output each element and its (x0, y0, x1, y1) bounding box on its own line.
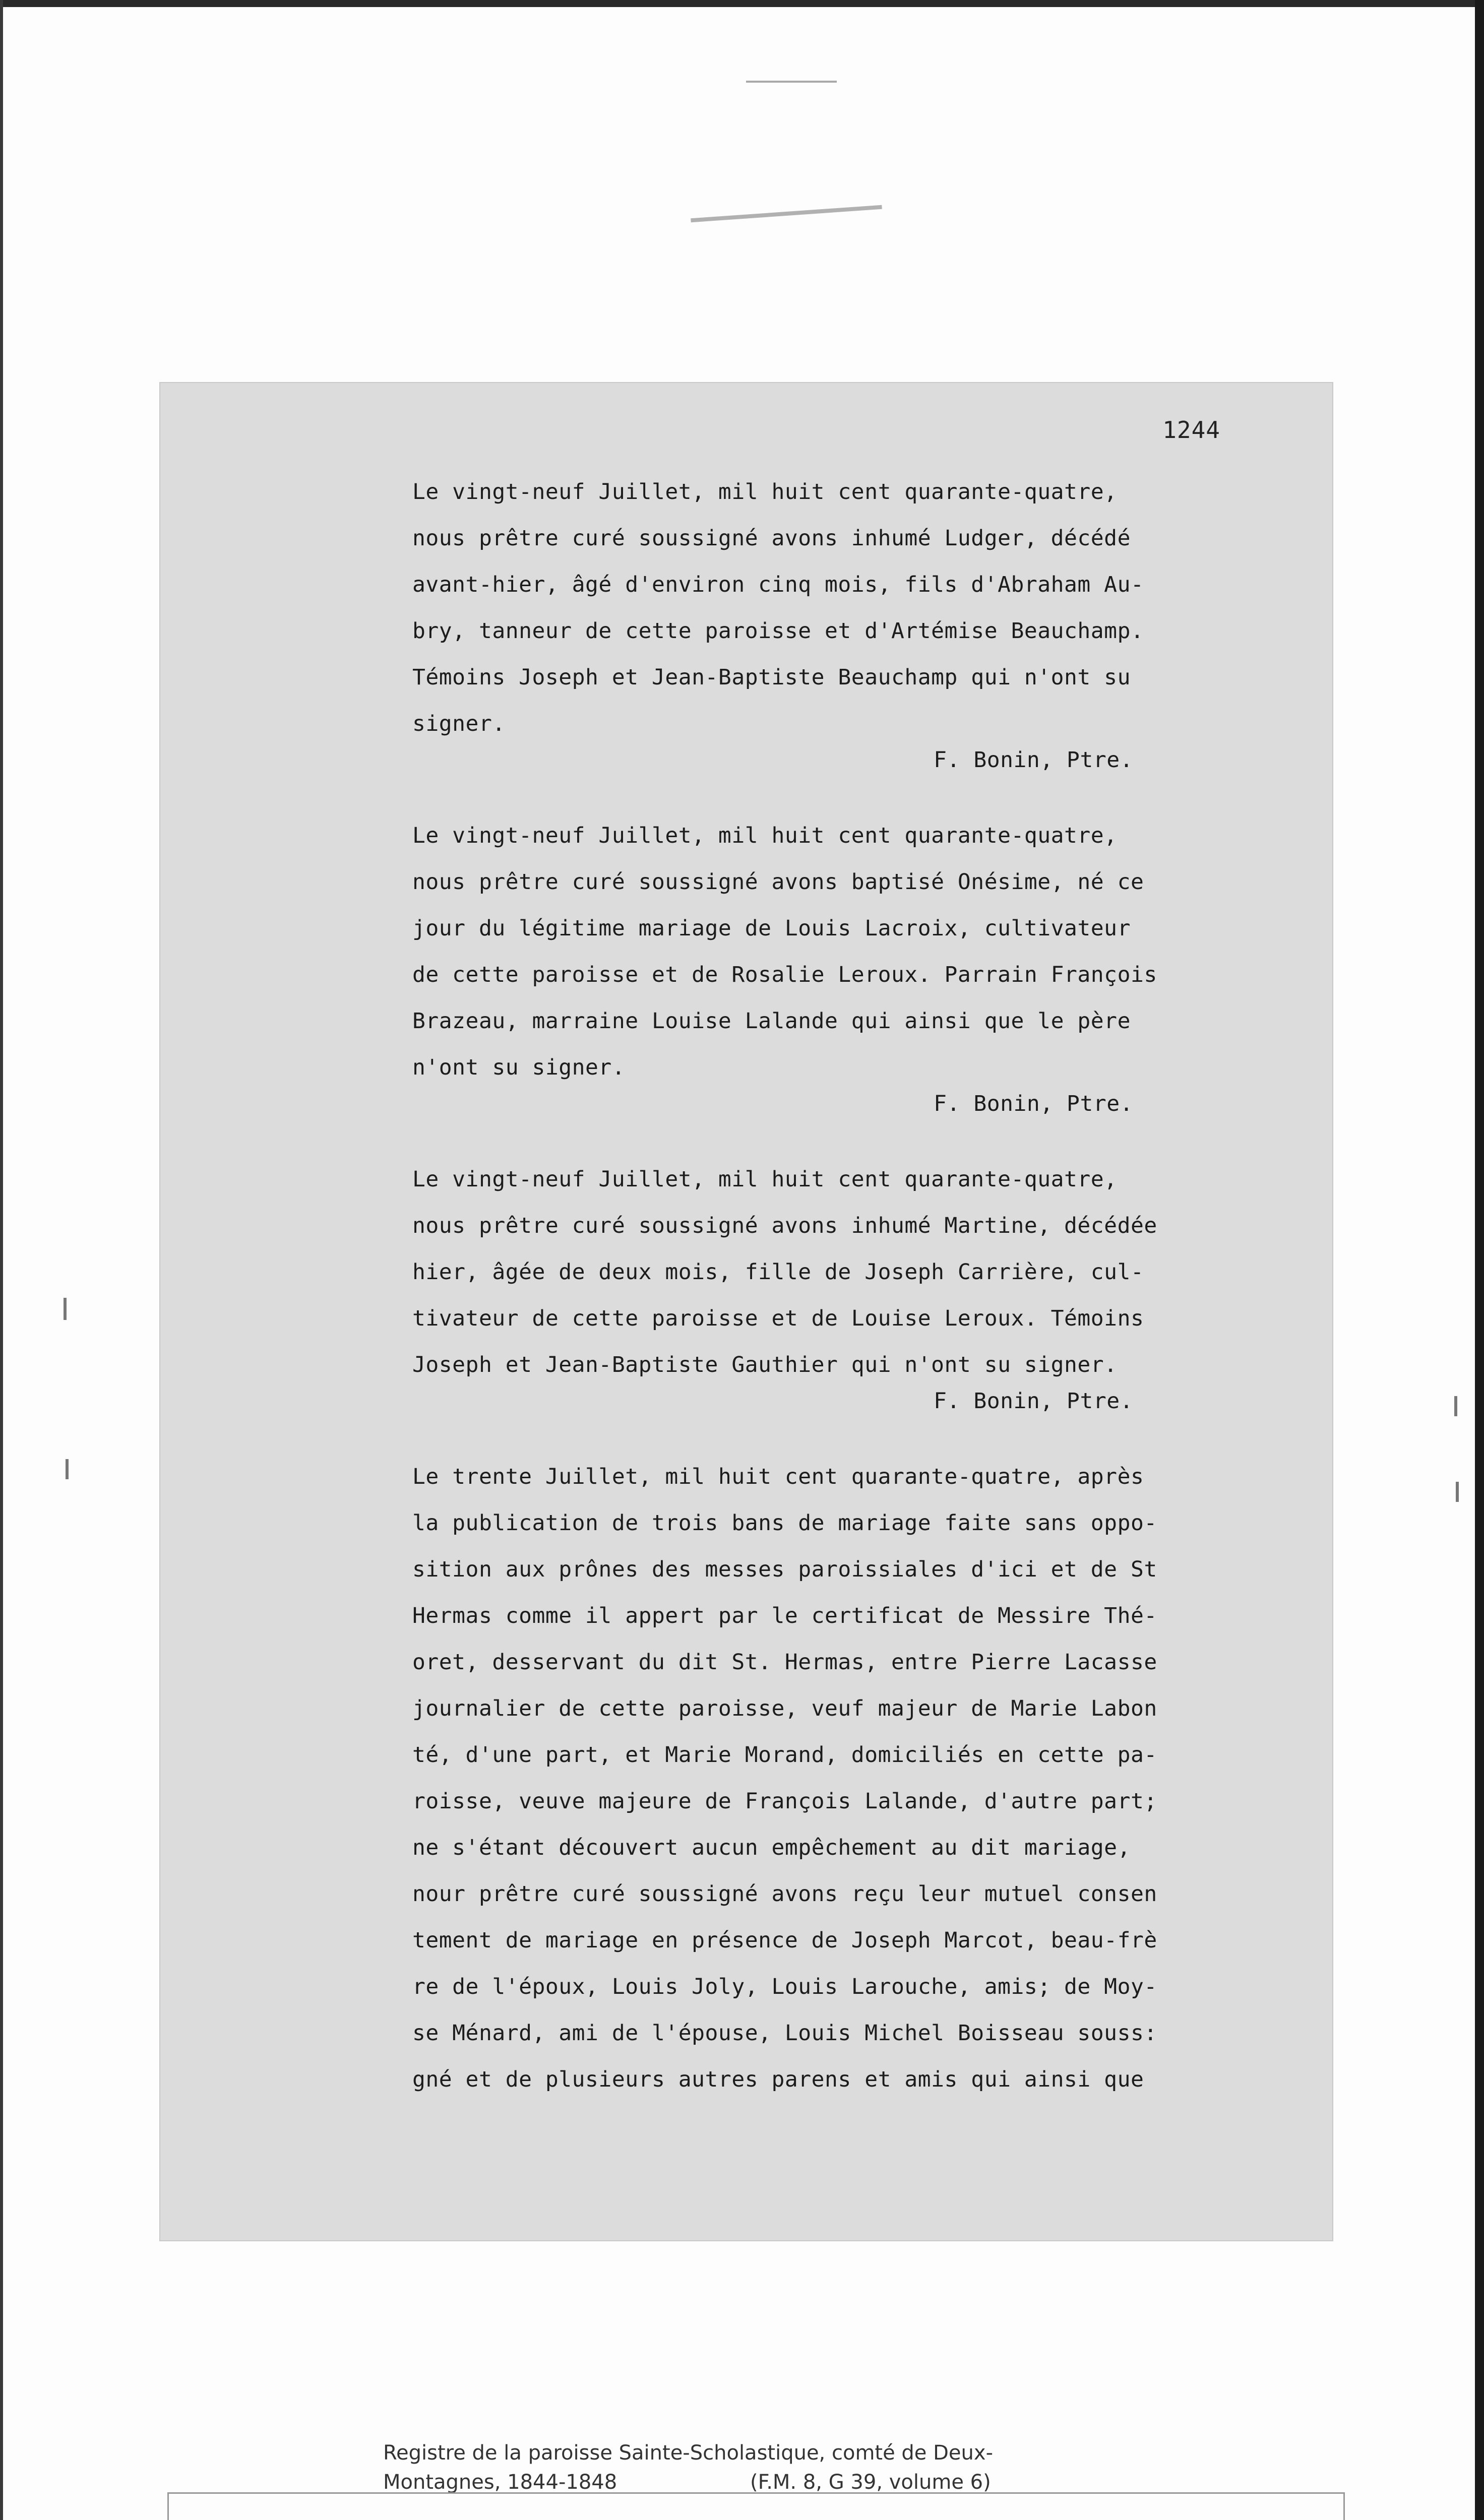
entry-line: Brazeau, marraine Louise Lalande qui ainsi que le père (412, 1009, 1131, 1034)
entry-line: nour prêtre curé soussigné avons reçu leur mutuel consen (412, 1881, 1157, 1907)
entry-line: la publication de trois bans de mariage faite sans oppo- (412, 1510, 1157, 1536)
register-entry (412, 1454, 1279, 2103)
priest-signature: F. Bonin, Ptre. (934, 1389, 1133, 1414)
entry-line: hier, âgée de deux mois, fille de Joseph Carrière, cul- (412, 1259, 1144, 1285)
entry-line: nous prêtre curé soussigné avons inhumé Martine, décédée (412, 1213, 1157, 1238)
entry-line: té, d'une part, et Marie Morand, domiciliés en cette pa- (412, 1742, 1157, 1768)
entry-line: journalier de cette paroisse, veuf majeur de Marie Labon (412, 1696, 1157, 1721)
entry-line: oret, desservant du dit St. Hermas, entre Pierre Lacasse (412, 1650, 1157, 1675)
entry-line: roisse, veuve majeure de François Lalande, d'autre part; (412, 1789, 1157, 1814)
register-entry (412, 812, 1279, 1122)
entry-line: gné et de plusieurs autres parens et amis qui ainsi que (412, 2067, 1144, 2092)
film-edge-right (1475, 0, 1484, 2520)
register-entries (412, 469, 1279, 2137)
entry-line: signer. (412, 711, 506, 736)
priest-signature: F. Bonin, Ptre. (934, 1091, 1133, 1116)
entry-line: sition aux prônes des messes paroissiales d'ici et de St (412, 1557, 1157, 1582)
film-edge-left (0, 0, 3, 2520)
archive-caption (383, 2438, 993, 2497)
caption-line-2: Montagnes, 1844-1848 (383, 2471, 617, 2494)
entry-line: Hermas comme il appert par le certificat de Messire Thé- (412, 1603, 1157, 1628)
register-entry (412, 469, 1279, 778)
entry-line: se Ménard, ami de l'épouse, Louis Michel Boisseau souss: (412, 2021, 1157, 2046)
register-entry (412, 1156, 1279, 1419)
scan-mark (64, 1298, 67, 1320)
page-number: 1244 (1162, 416, 1220, 444)
scan-mark (746, 81, 837, 83)
scan-mark (66, 1459, 69, 1479)
entry-line: ne s'étant découvert aucun empêchement au dit mariage, (412, 1835, 1131, 1860)
scan-mark (691, 205, 882, 222)
archives-stamp-frame (167, 2492, 1345, 2520)
scan-mark (1454, 1396, 1457, 1416)
entry-line: Le vingt-neuf Juillet, mil huit cent quarante-quatre, (412, 1167, 1118, 1192)
entry-line: Le vingt-neuf Juillet, mil huit cent quarante-quatre, (412, 823, 1118, 848)
entry-line: Le trente Juillet, mil huit cent quarante-quatre, après (412, 1464, 1144, 1489)
entry-line: nous prêtre curé soussigné avons inhumé Ludger, décédé (412, 526, 1131, 551)
caption-line-1: Registre de la paroisse Sainte-Scholastique, comté de Deux- (383, 2441, 993, 2465)
film-edge-top (0, 0, 1484, 7)
entry-line: n'ont su signer. (412, 1055, 626, 1080)
register-sheet (160, 383, 1332, 2240)
priest-signature: F. Bonin, Ptre. (934, 747, 1133, 773)
entry-line: avant-hier, âgé d'environ cinq mois, fils d'Abraham Au- (412, 572, 1144, 597)
entry-line: re de l'époux, Louis Joly, Louis Larouche, amis; de Moy- (412, 1974, 1157, 1999)
entry-line: Joseph et Jean-Baptiste Gauthier qui n'ont su signer. (412, 1352, 1118, 1377)
entry-line: jour du légitime mariage de Louis Lacroix, cultivateur (412, 916, 1131, 941)
entry-line: Témoins Joseph et Jean-Baptiste Beauchamp qui n'ont su (412, 665, 1131, 690)
scan-mark (1456, 1482, 1459, 1502)
entry-line: de cette paroisse et de Rosalie Leroux. Parrain François (412, 962, 1157, 987)
entry-line: nous prêtre curé soussigné avons baptisé Onésime, né ce (412, 869, 1144, 895)
entry-line: tivateur de cette paroisse et de Louise Leroux. Témoins (412, 1306, 1144, 1331)
entry-line: bry, tanneur de cette paroisse et d'Artémise Beauchamp. (412, 618, 1144, 644)
entry-line: Le vingt-neuf Juillet, mil huit cent quarante-quatre, (412, 479, 1118, 505)
entry-line: tement de mariage en présence de Joseph Marcot, beau-frè (412, 1928, 1157, 1953)
caption-reference: (F.M. 8, G 39, volume 6) (750, 2471, 991, 2494)
